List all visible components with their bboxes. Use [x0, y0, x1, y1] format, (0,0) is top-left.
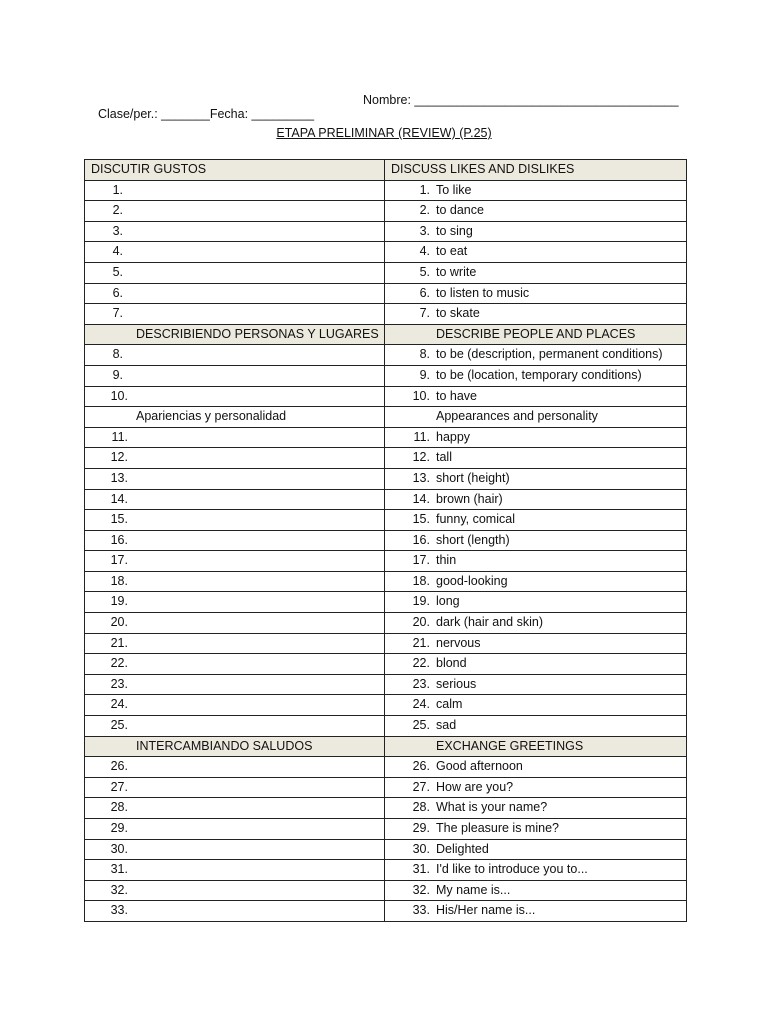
- section-left-label: INTERCAMBIANDO SALUDOS: [136, 738, 313, 753]
- left-column-header-label: DISCUTIR GUSTOS: [91, 162, 207, 176]
- answer-cell[interactable]: [85, 283, 385, 304]
- right-item-number: 17.: [412, 553, 430, 568]
- left-item-number: 12.: [110, 450, 128, 465]
- section-right-label: EXCHANGE GREETINGS: [436, 738, 584, 753]
- answer-cell[interactable]: [85, 262, 385, 283]
- left-item-number: 19.: [110, 594, 128, 609]
- prompt-text: good-looking: [436, 573, 508, 588]
- left-item-number: 3.: [112, 223, 123, 238]
- table-header-row: [85, 160, 687, 181]
- prompt-cell: [385, 839, 687, 860]
- right-item-number: 25.: [412, 718, 430, 733]
- prompt-text: blond: [436, 656, 467, 671]
- table-row: [85, 365, 687, 386]
- table-row: [85, 592, 687, 613]
- answer-cell[interactable]: [85, 468, 385, 489]
- prompt-cell: [385, 674, 687, 695]
- left-item-number: 24.: [110, 697, 128, 712]
- left-item-number: 26.: [110, 759, 128, 774]
- prompt-cell: [385, 798, 687, 819]
- prompt-text: to eat: [436, 244, 468, 259]
- answer-cell[interactable]: [85, 180, 385, 201]
- prompt-text: The pleasure is mine?: [436, 821, 559, 835]
- prompt-cell: [385, 510, 687, 531]
- table-row: [85, 221, 687, 242]
- table-row: [85, 633, 687, 654]
- table-row: [85, 777, 687, 798]
- answer-cell[interactable]: [85, 777, 385, 798]
- left-item-number: 20.: [110, 615, 128, 630]
- answer-cell[interactable]: [85, 571, 385, 592]
- right-item-number: 20.: [412, 615, 430, 630]
- section-left-cell: [85, 407, 385, 428]
- answer-cell[interactable]: [85, 633, 385, 654]
- prompt-cell: [385, 221, 687, 242]
- prompt-cell: [385, 860, 687, 881]
- left-item-number: 14.: [110, 491, 128, 506]
- table-row: [85, 695, 687, 716]
- table-row: [85, 180, 687, 201]
- prompt-text: I'd like to introduce you to...: [436, 862, 588, 877]
- left-item-number: 10.: [110, 388, 128, 403]
- left-item-number: 29.: [110, 821, 128, 835]
- prompt-cell: [385, 757, 687, 778]
- prompt-text: tall: [436, 450, 452, 465]
- left-item-number: 11.: [111, 429, 128, 444]
- prompt-cell: [385, 468, 687, 489]
- prompt-cell: [385, 365, 687, 386]
- right-item-number: 1.: [419, 182, 430, 197]
- table-row: [85, 654, 687, 675]
- section-right-cell: [385, 407, 687, 428]
- table-row: [85, 613, 687, 634]
- right-item-number: 13.: [412, 470, 430, 485]
- right-item-number: 28.: [412, 800, 430, 815]
- prompt-text: Delighted: [436, 841, 489, 856]
- table-row: [85, 510, 687, 531]
- left-item-number: 32.: [110, 882, 128, 897]
- prompt-text: to be (description, permanent conditions): [436, 347, 663, 362]
- left-item-number: 33.: [110, 903, 128, 918]
- prompt-cell: [385, 654, 687, 675]
- right-item-number: 16.: [412, 532, 430, 547]
- prompt-cell: [385, 345, 687, 366]
- left-item-number: 31.: [110, 862, 128, 877]
- table-row: [85, 345, 687, 366]
- prompt-text: calm: [436, 697, 463, 712]
- prompt-text: How are you?: [436, 779, 514, 794]
- table-row: [85, 530, 687, 551]
- left-item-number: 6.: [112, 285, 123, 300]
- table-row: [85, 386, 687, 407]
- prompt-cell: [385, 695, 687, 716]
- table-row: [85, 427, 687, 448]
- left-item-number: 4.: [112, 244, 123, 259]
- answer-cell[interactable]: [85, 860, 385, 881]
- prompt-text: thin: [436, 553, 457, 568]
- right-item-number: 30.: [412, 841, 430, 856]
- table-row: [85, 571, 687, 592]
- prompt-text: short (length): [436, 532, 510, 547]
- prompt-text: Good afternoon: [436, 759, 523, 774]
- prompt-text: to sing: [436, 223, 473, 238]
- answer-cell[interactable]: [85, 839, 385, 860]
- prompt-text: to dance: [436, 203, 484, 218]
- right-item-number: 11.: [413, 429, 430, 444]
- right-item-number: 29.: [412, 821, 430, 835]
- right-item-number: 12.: [412, 450, 430, 465]
- right-item-number: 15.: [412, 512, 430, 527]
- prompt-text: to have: [436, 388, 478, 403]
- left-item-number: 23.: [110, 676, 128, 691]
- prompt-text: happy: [436, 429, 471, 444]
- right-item-number: 33.: [412, 903, 430, 918]
- prompt-text: sad: [436, 718, 457, 733]
- answer-cell[interactable]: [85, 201, 385, 222]
- right-item-number: 31.: [412, 862, 430, 877]
- prompt-text: to skate: [436, 306, 480, 321]
- section-header-row: [85, 736, 687, 757]
- right-item-number: 10.: [412, 388, 430, 403]
- right-item-number: 3.: [419, 223, 430, 238]
- left-item-number: 13.: [110, 470, 128, 485]
- answer-cell[interactable]: [85, 221, 385, 242]
- answer-cell[interactable]: [85, 695, 385, 716]
- answer-cell[interactable]: [85, 654, 385, 675]
- right-item-number: 26.: [412, 759, 430, 774]
- section-right-label: DESCRIBE PEOPLE AND PLACES: [436, 326, 636, 341]
- answer-cell[interactable]: [85, 242, 385, 263]
- left-item-number: 2.: [112, 203, 123, 218]
- left-item-number: 30.: [110, 841, 128, 856]
- right-item-number: 2.: [419, 203, 430, 218]
- right-item-number: 8.: [419, 347, 430, 362]
- answer-cell[interactable]: [85, 674, 385, 695]
- table-row: [85, 201, 687, 222]
- left-item-number: 8.: [112, 347, 123, 362]
- prompt-cell: [385, 448, 687, 469]
- right-item-number: 21.: [412, 635, 430, 650]
- answer-cell[interactable]: [85, 345, 385, 366]
- right-item-number: 4.: [419, 244, 430, 259]
- answer-cell[interactable]: [85, 530, 385, 551]
- prompt-text: To like: [436, 182, 472, 197]
- table-row: [85, 283, 687, 304]
- prompt-cell: [385, 201, 687, 222]
- left-item-number: 9.: [112, 367, 123, 382]
- prompt-cell: [385, 283, 687, 304]
- prompt-cell: [385, 592, 687, 613]
- table-row: [85, 448, 687, 469]
- prompt-text: dark (hair and skin): [436, 615, 543, 630]
- prompt-cell: [385, 180, 687, 201]
- left-item-number: 15.: [110, 512, 128, 527]
- right-item-number: 5.: [419, 264, 430, 279]
- right-item-number: 27.: [412, 779, 430, 794]
- answer-cell[interactable]: [85, 592, 385, 613]
- prompt-cell: [385, 304, 687, 325]
- prompt-cell: [385, 489, 687, 510]
- prompt-text: to listen to music: [436, 285, 530, 300]
- prompt-cell: [385, 242, 687, 263]
- prompt-cell: [385, 613, 687, 634]
- table-row: [85, 757, 687, 778]
- right-item-number: 18.: [412, 573, 430, 588]
- prompt-text: to write: [436, 264, 477, 279]
- section-right-cell: [385, 324, 687, 345]
- prompt-text: long: [436, 594, 460, 609]
- table-row: [85, 798, 687, 819]
- prompt-text: serious: [436, 676, 477, 691]
- right-item-number: 7.: [419, 306, 430, 321]
- table-row: [85, 262, 687, 283]
- right-item-number: 14.: [412, 491, 430, 506]
- prompt-cell: [385, 880, 687, 901]
- prompt-cell: [385, 262, 687, 283]
- right-item-number: 22.: [412, 656, 430, 671]
- prompt-text: My name is...: [436, 882, 511, 897]
- left-item-number: 27.: [110, 779, 128, 794]
- left-item-number: 22.: [110, 656, 128, 671]
- answer-cell[interactable]: [85, 365, 385, 386]
- answer-cell[interactable]: [85, 427, 385, 448]
- right-item-number: 19.: [412, 594, 430, 609]
- prompt-text: short (height): [436, 470, 510, 485]
- answer-cell[interactable]: [85, 613, 385, 634]
- right-item-number: 9.: [419, 367, 430, 382]
- left-item-number: 1.: [112, 182, 123, 197]
- answer-cell[interactable]: [85, 510, 385, 531]
- right-item-number: 24.: [412, 697, 430, 712]
- subsection-header-row: [85, 407, 687, 428]
- left-item-number: 17.: [110, 553, 128, 568]
- prompt-text: nervous: [436, 635, 481, 650]
- answer-cell[interactable]: [85, 798, 385, 819]
- left-item-number: 18.: [110, 573, 128, 588]
- prompt-cell: [385, 819, 687, 840]
- table-row: [85, 551, 687, 572]
- answer-cell[interactable]: [85, 551, 385, 572]
- table-row: [85, 489, 687, 510]
- table-row: [85, 839, 687, 860]
- table-row: [85, 304, 687, 325]
- left-item-number: 5.: [112, 264, 123, 279]
- left-item-number: 21.: [110, 635, 128, 650]
- prompt-text: What is your name?: [436, 800, 548, 815]
- section-left-cell: [85, 736, 385, 757]
- answer-cell[interactable]: [85, 304, 385, 325]
- prompt-cell: [385, 571, 687, 592]
- prompt-text: to be (location, temporary conditions): [436, 367, 642, 382]
- right-column-header: [385, 160, 687, 181]
- prompt-cell: [385, 386, 687, 407]
- section-right-label: Appearances and personality: [436, 409, 598, 424]
- vocabulary-table: [84, 159, 687, 922]
- prompt-text: funny, comical: [436, 512, 515, 527]
- answer-cell[interactable]: [85, 880, 385, 901]
- table-row: [85, 468, 687, 489]
- table-row: [85, 674, 687, 695]
- answer-cell[interactable]: [85, 901, 385, 922]
- left-item-number: 25.: [110, 718, 128, 733]
- table-row: [85, 716, 687, 737]
- table-row: [85, 819, 687, 840]
- right-column-header-label: DISCUSS LIKES AND DISLIKES: [391, 162, 575, 176]
- table-row: [85, 901, 687, 922]
- prompt-cell: [385, 777, 687, 798]
- right-item-number: 23.: [412, 676, 430, 691]
- clase-fecha-field[interactable]: Clase/per.: _______Fecha: _________: [97, 107, 315, 121]
- prompt-cell: [385, 530, 687, 551]
- section-right-cell: [385, 736, 687, 757]
- prompt-text: His/Her name is...: [436, 903, 536, 918]
- right-item-number: 32.: [412, 882, 430, 897]
- answer-cell[interactable]: [85, 757, 385, 778]
- prompt-text: brown (hair): [436, 491, 503, 506]
- answer-cell[interactable]: [85, 819, 385, 840]
- answer-cell[interactable]: [85, 448, 385, 469]
- section-left-cell: [85, 324, 385, 345]
- page-title: ETAPA PRELIMINAR (REVIEW) (P.25): [276, 126, 492, 140]
- prompt-cell: [385, 901, 687, 922]
- left-item-number: 28.: [110, 800, 128, 815]
- section-left-label: Apariencias y personalidad: [136, 409, 287, 424]
- right-item-number: 6.: [419, 285, 430, 300]
- answer-cell[interactable]: [85, 716, 385, 737]
- left-item-number: 7.: [112, 306, 123, 321]
- table-row: [85, 242, 687, 263]
- table-row: [85, 860, 687, 881]
- answer-cell[interactable]: [85, 386, 385, 407]
- answer-cell[interactable]: [85, 489, 385, 510]
- left-item-number: 16.: [110, 532, 128, 547]
- prompt-cell: [385, 633, 687, 654]
- left-column-header: [85, 160, 385, 181]
- section-left-label: DESCRIBIENDO PERSONAS Y LUGARES: [136, 326, 379, 341]
- prompt-cell: [385, 551, 687, 572]
- prompt-cell: [385, 716, 687, 737]
- nombre-field[interactable]: Nombre: ______________________________________: [363, 93, 679, 107]
- prompt-cell: [385, 427, 687, 448]
- section-header-row: [85, 324, 687, 345]
- table-row: [85, 880, 687, 901]
